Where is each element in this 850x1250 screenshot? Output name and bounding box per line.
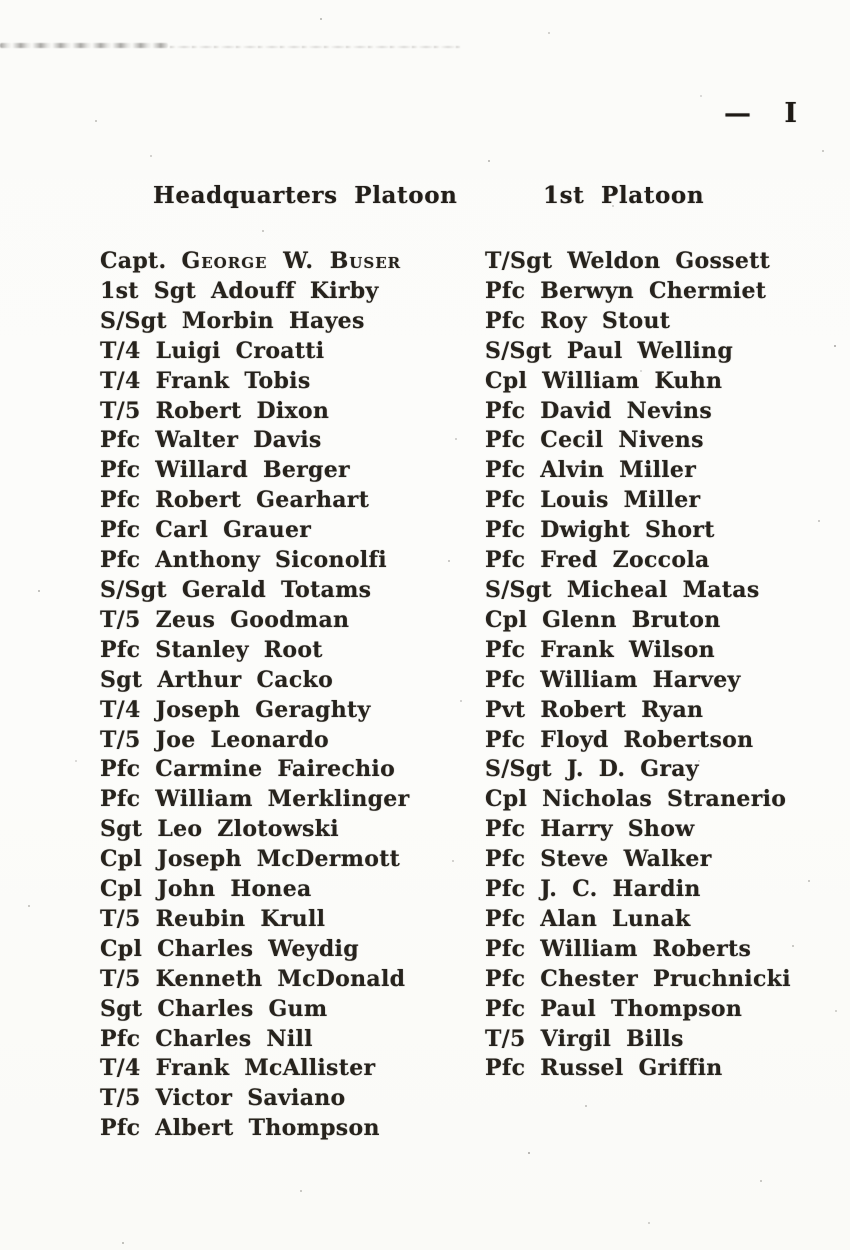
roster-entry [485, 337, 825, 367]
rank-label: Pfc [485, 965, 526, 992]
person-name: William Harvey [540, 666, 741, 693]
rank-label: Pfc [100, 756, 141, 783]
rank-label: Pfc [485, 547, 526, 574]
person-name: Joseph Geraghty [155, 696, 371, 723]
person-name: Steve Walker [540, 846, 712, 873]
roster-entry [485, 307, 825, 337]
person-name: Weldon Gossett [567, 248, 771, 274]
column-title-headquarters: Headquarters Platoon [153, 182, 458, 209]
person-name: J. D. Gray [566, 756, 699, 783]
roster-entry [100, 875, 460, 905]
rank-label: Pfc [100, 427, 141, 454]
rank-label: Pfc [485, 307, 526, 334]
person-name: Frank Wilson [540, 636, 715, 663]
rank-label: Pfc [100, 457, 141, 484]
person-name: William Merklinger [155, 786, 410, 813]
roster-entry [100, 426, 460, 456]
person-name: Stanley Root [155, 636, 323, 663]
rank-label: Pfc [100, 786, 141, 813]
rank-label: Pfc [485, 876, 526, 903]
person-name: Albert Thompson [155, 1115, 380, 1142]
person-name: George W. Buser [181, 248, 402, 274]
roster-entry [100, 397, 460, 427]
roster-entry [485, 755, 825, 785]
person-name: Chester Pruchnicki [540, 965, 791, 992]
person-name: Micheal Matas [566, 576, 760, 603]
person-name: Carl Grauer [155, 517, 312, 544]
roster-entry [485, 935, 825, 965]
rank-label: Cpl [485, 606, 528, 633]
page-number: — I [724, 98, 810, 129]
roster-entry [485, 636, 825, 666]
person-name: David Nevins [540, 397, 713, 424]
person-name: Alan Lunak [540, 905, 691, 932]
rank-label: Pfc [485, 905, 526, 932]
roster-entry [100, 785, 460, 815]
rank-label: Sgt [100, 995, 143, 1022]
roster-entry [100, 1054, 460, 1084]
rank-label: Sgt [100, 816, 143, 843]
person-name: Fred Zoccola [540, 547, 710, 574]
roster-entry [485, 875, 825, 905]
rank-label: Pfc [100, 487, 141, 514]
roster-entry [100, 905, 460, 935]
roster-entry [100, 546, 460, 576]
roster-entry [100, 247, 460, 277]
roster-entry [100, 486, 460, 516]
roster-entry [100, 666, 460, 696]
roster-entry [100, 696, 460, 726]
rank-label: Pfc [100, 1025, 141, 1052]
rank-label: Pfc [100, 1115, 141, 1142]
roster-entry [485, 247, 825, 277]
person-name: Louis Miller [540, 487, 701, 514]
roster-entry [485, 546, 825, 576]
rank-label: Pfc [485, 726, 526, 753]
roster-entry [485, 965, 825, 995]
roster-entry [100, 995, 460, 1025]
roster-entry [100, 935, 460, 965]
rank-label: T/4 [100, 696, 141, 723]
person-name: Morbin Hayes [181, 307, 365, 334]
rank-label: Cpl [100, 935, 143, 962]
roster-entry [100, 965, 460, 995]
roster-entry [100, 1025, 460, 1055]
person-name: Robert Gearhart [155, 487, 370, 514]
rank-label: T/5 [100, 606, 141, 633]
roster-entry [100, 367, 460, 397]
person-name: J. C. Hardin [540, 876, 701, 903]
roster-entry [485, 606, 825, 636]
person-name: Victor Saviano [155, 1085, 346, 1112]
rank-label: T/5 [100, 726, 141, 753]
person-name: Paul Thompson [540, 995, 743, 1022]
person-name: Anthony Siconolfi [155, 547, 387, 574]
rank-label: S/Sgt [485, 576, 552, 603]
roster-entry [485, 995, 825, 1025]
roster-list-headquarters [100, 247, 460, 1144]
rank-label: Pfc [485, 636, 526, 663]
person-name: Charles Gum [157, 995, 328, 1022]
person-name: Joe Leonardo [155, 726, 329, 753]
rank-label: Capt. [100, 248, 167, 274]
person-name: Charles Nill [155, 1025, 313, 1052]
rank-label: T/5 [100, 397, 141, 424]
rank-label: Cpl [485, 786, 528, 813]
person-name: Zeus Goodman [155, 606, 350, 633]
roster-entry [485, 905, 825, 935]
person-name: Joseph McDermott [157, 846, 401, 873]
rank-label: S/Sgt [485, 756, 552, 783]
person-name: Virgil Bills [540, 1025, 684, 1052]
person-name: Harry Show [540, 816, 695, 843]
roster-entry [485, 1025, 825, 1055]
person-name: Charles Weydig [157, 935, 359, 962]
roster-entry [100, 1084, 460, 1114]
rank-label: Pfc [485, 487, 526, 514]
rank-label: 1st Sgt [100, 277, 197, 304]
rank-label: Pfc [100, 517, 141, 544]
roster-list-1st-platoon [485, 247, 825, 1084]
roster-entry [100, 456, 460, 486]
rank-label: Pfc [100, 636, 141, 663]
rank-label: Pfc [485, 995, 526, 1022]
rank-label: T/4 [100, 337, 141, 364]
person-name: John Honea [157, 876, 312, 903]
rank-label: Pvt [485, 696, 526, 723]
rank-label: Pfc [485, 277, 526, 304]
roster-entry [100, 726, 460, 756]
roster-entry [100, 277, 460, 307]
rank-label: Pfc [485, 1055, 526, 1082]
person-name: Adouff Kirby [211, 277, 379, 304]
person-name: Gerald Totams [181, 576, 372, 603]
person-name: William Kuhn [542, 367, 723, 394]
roster-entry [100, 755, 460, 785]
rank-label: S/Sgt [485, 337, 552, 364]
column-headquarters-platoon [100, 182, 460, 1144]
scan-smudge-artifact-faint [170, 46, 460, 48]
rank-label: S/Sgt [100, 576, 167, 603]
person-name: Arthur Cacko [157, 666, 334, 693]
roster-entry [485, 456, 825, 486]
scan-noise-speckles [0, 0, 2, 2]
roster-entry [485, 426, 825, 456]
roster-entry [485, 666, 825, 696]
rank-label: T/5 [100, 1085, 141, 1112]
rank-label: Cpl [100, 876, 143, 903]
roster-entry [100, 337, 460, 367]
rank-label: Cpl [100, 846, 143, 873]
person-name: Frank Tobis [155, 367, 311, 394]
roster-entry [485, 397, 825, 427]
person-name: Alvin Miller [540, 457, 697, 484]
rank-label: T/5 [100, 905, 141, 932]
roster-entry [100, 636, 460, 666]
roster-entry [485, 785, 825, 815]
scan-smudge-artifact [0, 43, 168, 48]
person-name: Glenn Bruton [542, 606, 721, 633]
roster-entry [485, 815, 825, 845]
person-name: Reubin Krull [155, 905, 326, 932]
roster-entry [100, 815, 460, 845]
person-name: Leo Zlotowski [157, 816, 339, 843]
roster-entry [100, 307, 460, 337]
person-name: William Roberts [540, 935, 752, 962]
person-name: Cecil Nivens [540, 427, 704, 454]
person-name: Robert Dixon [155, 397, 330, 424]
roster-entry [100, 576, 460, 606]
roster-entry [100, 845, 460, 875]
person-name: Carmine Fairechio [155, 756, 396, 783]
rank-label: Pfc [485, 517, 526, 544]
person-name: Frank McAllister [155, 1055, 376, 1082]
roster-entry [485, 277, 825, 307]
rank-label: Cpl [485, 367, 528, 394]
rank-label: Sgt [100, 666, 143, 693]
column-1st-platoon [485, 182, 825, 1084]
roster-entry [485, 726, 825, 756]
rank-label: Pfc [485, 935, 526, 962]
rank-label: Pfc [485, 846, 526, 873]
rank-label: Pfc [485, 457, 526, 484]
person-name: Berwyn Chermiet [540, 277, 767, 304]
rank-label: T/5 [100, 965, 141, 992]
roster-entry [485, 367, 825, 397]
rank-label: Pfc [485, 816, 526, 843]
person-name: Walter Davis [155, 427, 322, 454]
person-name: Nicholas Stranerio [542, 786, 787, 813]
rank-label: S/Sgt [100, 307, 167, 334]
person-name: Paul Welling [566, 337, 734, 364]
person-name: Robert Ryan [540, 696, 704, 723]
rank-label: Pfc [485, 397, 526, 424]
person-name: Roy Stout [540, 307, 671, 334]
rank-label: Pfc [485, 666, 526, 693]
person-name: Floyd Robertson [540, 726, 754, 753]
rank-label: T/4 [100, 1055, 141, 1082]
person-name: Willard Berger [155, 457, 350, 484]
roster-entry [100, 606, 460, 636]
roster-entry [485, 576, 825, 606]
person-name: Dwight Short [540, 517, 715, 544]
roster-entry [485, 845, 825, 875]
roster-entry [485, 516, 825, 546]
rank-label: Pfc [485, 427, 526, 454]
roster-entry [100, 516, 460, 546]
rank-label: T/Sgt [485, 248, 553, 274]
roster-entry [485, 696, 825, 726]
person-name: Russel Griffin [540, 1055, 723, 1082]
rank-label: T/5 [485, 1025, 526, 1052]
roster-entry [485, 486, 825, 516]
column-title-1st-platoon: 1st Platoon [543, 182, 705, 209]
roster-entry [100, 1114, 460, 1144]
person-name: Luigi Croatti [155, 337, 325, 364]
rank-label: Pfc [100, 547, 141, 574]
person-name: Kenneth McDonald [155, 965, 406, 992]
roster-entry [485, 1054, 825, 1084]
rank-label: T/4 [100, 367, 141, 394]
